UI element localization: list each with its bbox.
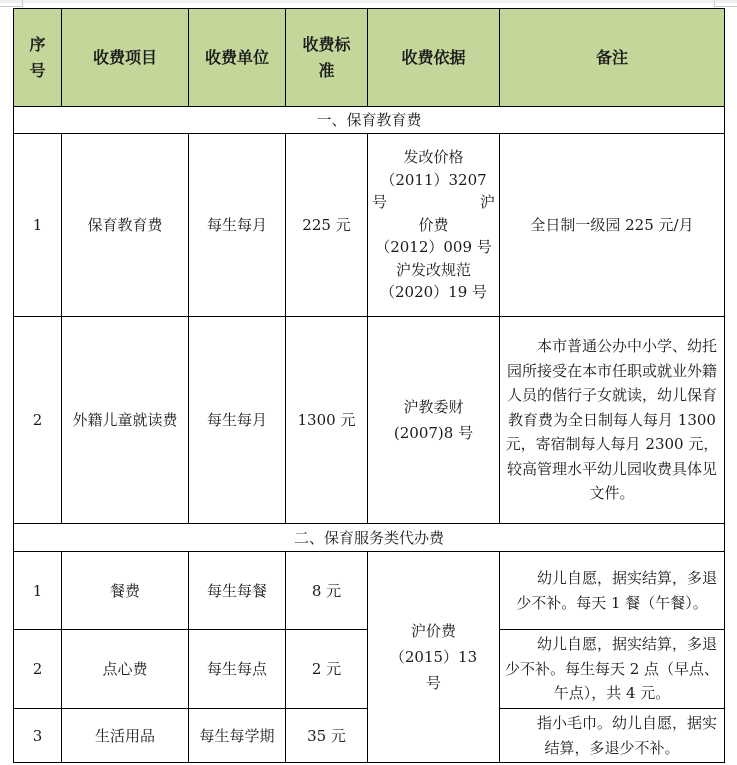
section-row xyxy=(14,524,725,552)
table-row xyxy=(14,134,725,317)
cell-unit: 每生每餐 xyxy=(189,552,286,630)
basis-line: 号 xyxy=(372,193,388,212)
cell-note: 全日制一级园 225 元/月 xyxy=(500,134,725,317)
header-note: 备注 xyxy=(500,9,725,107)
header-item: 收费项目 xyxy=(62,9,189,107)
cell-standard: 8 元 xyxy=(286,552,368,630)
section-row xyxy=(14,107,725,134)
cell-basis: 沪教委财(2007)8 号 xyxy=(368,317,500,524)
cell-note: 幼儿自愿，据实结算，多退少不补。每生每天 2 点（早点、午点），共 4 元。 xyxy=(500,630,725,709)
cell-note: 本市普通公办中小学、幼托园所接受在本市任职或就业外籍人员的偕行子女就读，幼儿保育教育费为全日制每人每月 1300 元，寄宿制每人每月 2300 元，较高管理水平幼儿园收费具体见文件。 xyxy=(500,317,725,524)
section-title: 一、保育教育费 xyxy=(14,107,725,134)
cell-standard: 1300 元 xyxy=(286,317,368,524)
cell-seq: 2 xyxy=(14,317,62,524)
cell-unit: 每生每月 xyxy=(189,134,286,317)
cell-item: 餐费 xyxy=(62,552,189,630)
cell-standard: 225 元 xyxy=(286,134,368,317)
cell-note: 指小毛巾。幼儿自愿，据实结算，多退少不补。 xyxy=(500,709,725,763)
table-row xyxy=(14,317,725,524)
basis-line: （2020）19 号 xyxy=(379,283,488,302)
basis-line: 沪 xyxy=(479,193,495,212)
cell-standard: 35 元 xyxy=(286,709,368,763)
basis-line: 价费 xyxy=(418,215,449,234)
cell-unit: 每生每月 xyxy=(189,317,286,524)
header-seq: 序号 xyxy=(14,9,62,107)
header-unit: 收费单位 xyxy=(189,9,286,107)
basis-line: 沪发改规范 xyxy=(395,260,471,279)
cell-item: 点心费 xyxy=(62,630,189,709)
cell-standard: 2 元 xyxy=(286,630,368,709)
header-standard: 收费标准 xyxy=(286,9,368,107)
cell-seq: 3 xyxy=(14,709,62,763)
cell-unit: 每生每点 xyxy=(189,630,286,709)
cell-seq: 2 xyxy=(14,630,62,709)
page-corner-mark-left xyxy=(0,0,23,7)
cell-item: 生活用品 xyxy=(62,709,189,763)
cell-item: 保育教育费 xyxy=(62,134,189,317)
cell-item: 外籍儿童就读费 xyxy=(62,317,189,524)
cell-basis xyxy=(368,134,500,317)
cell-seq: 1 xyxy=(14,134,62,317)
basis-line-justified xyxy=(372,191,495,214)
cell-basis-shared: 沪价费（2015）13 号 xyxy=(368,552,500,763)
table-row xyxy=(14,552,725,630)
header-basis: 收费依据 xyxy=(368,9,500,107)
cell-note: 幼儿自愿，据实结算，多退少不补。每天 1 餐（午餐）。 xyxy=(500,552,725,630)
cell-unit: 每生每学期 xyxy=(189,709,286,763)
basis-line: （2011）3207 xyxy=(380,170,487,189)
table-header-row xyxy=(14,9,725,107)
section-title: 二、保育服务类代办费 xyxy=(14,524,725,552)
page-corner-mark-right xyxy=(714,0,737,7)
fee-table xyxy=(13,8,725,763)
basis-line: （2012）009 号 xyxy=(375,238,492,257)
cell-seq: 1 xyxy=(14,552,62,630)
basis-line: 发改价格 xyxy=(403,148,464,167)
document-top-edge xyxy=(0,0,737,3)
